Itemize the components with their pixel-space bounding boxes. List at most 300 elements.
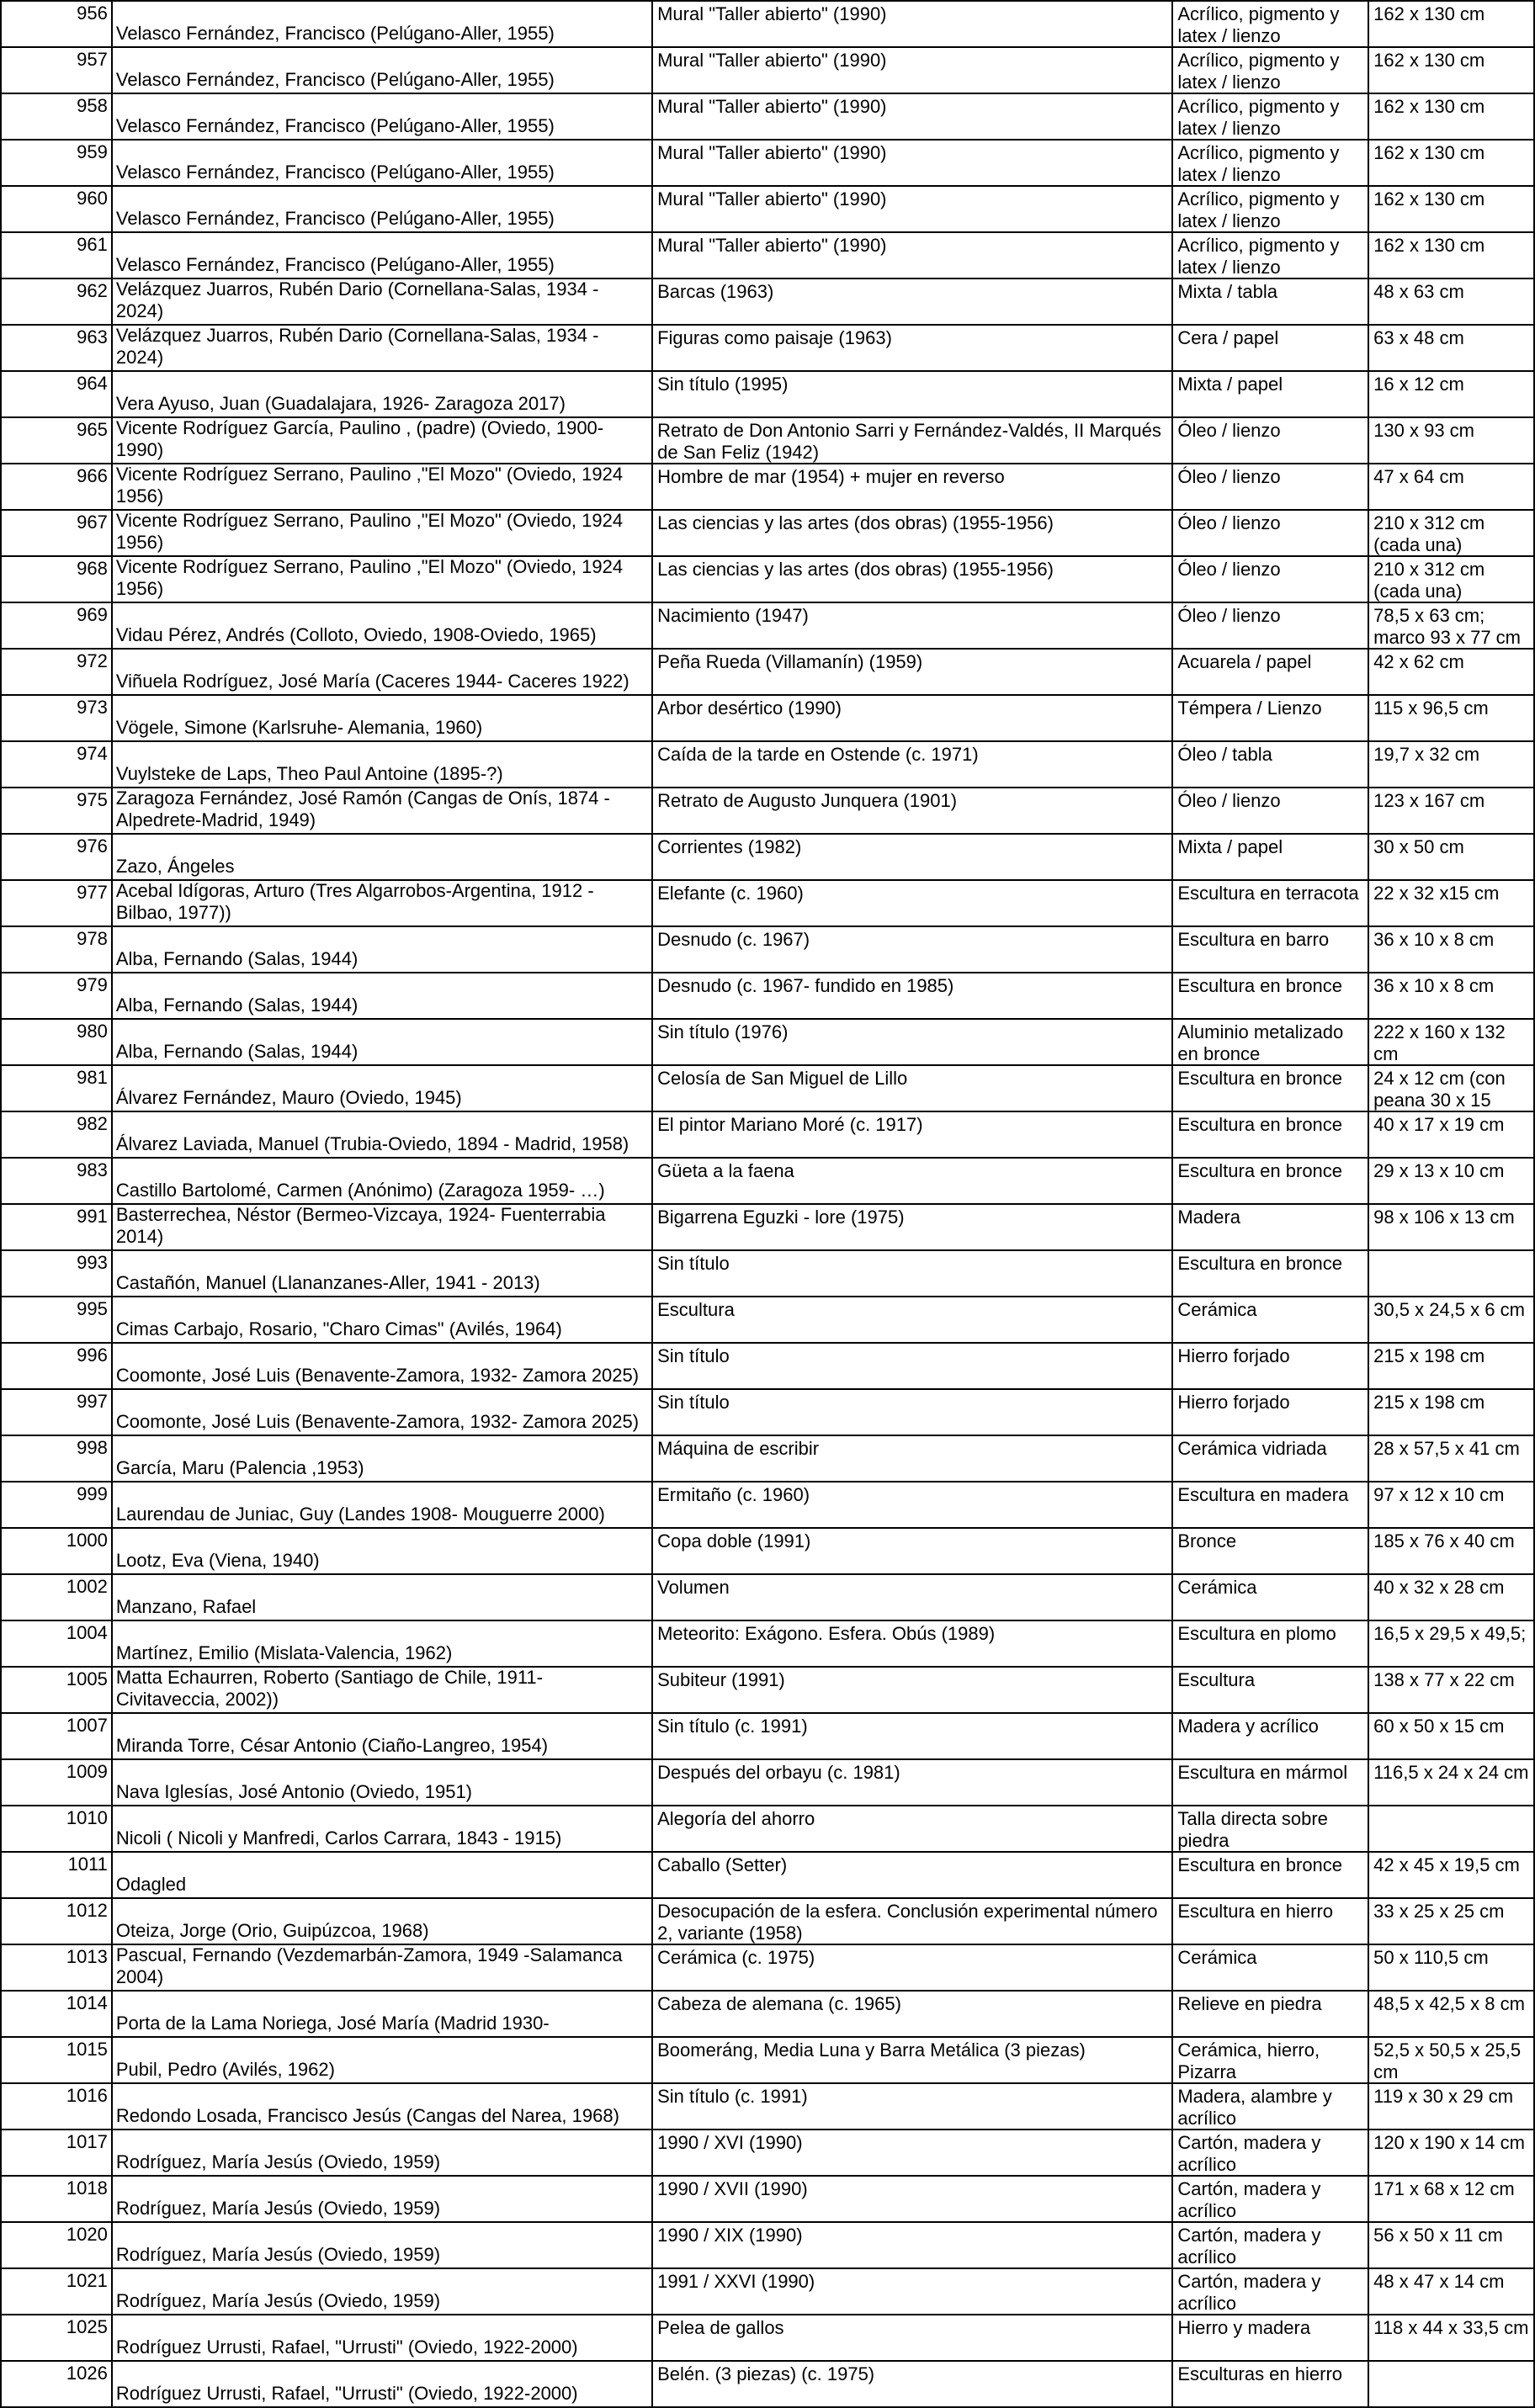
catalog-number-cell	[1, 186, 112, 232]
technique-cell-text: Aluminio metalizado en bronce	[1177, 1021, 1344, 1064]
technique-cell-text: Cera / papel	[1177, 327, 1279, 348]
catalog-number-cell-text: 965	[77, 419, 108, 440]
dimensions-cell	[1368, 1620, 1534, 1667]
technique-cell	[1172, 186, 1368, 232]
catalog-number-cell-text: 1004	[66, 1622, 108, 1643]
technique-cell-text: Témpera / Lienzo	[1177, 697, 1322, 719]
title-cell	[652, 1250, 1172, 1297]
dimensions-cell	[1368, 1204, 1534, 1250]
technique-cell	[1172, 556, 1368, 602]
title-cell	[652, 371, 1172, 417]
technique-cell-text: Talla directa sobre piedra	[1177, 1808, 1328, 1851]
dimensions-cell	[1368, 1806, 1534, 1852]
catalog-number-cell-text: 962	[77, 280, 108, 301]
artist-cell	[112, 2268, 652, 2315]
artist-cell-text: Castañón, Manuel (Llananzanes-Aller, 1941 - 2013)	[115, 1272, 540, 1293]
technique-cell-text: Esculturas en hierro	[1177, 2363, 1343, 2384]
catalog-number-cell-text: 1005	[66, 1668, 108, 1689]
dimensions-cell-text: 215 x 198 cm	[1373, 1392, 1485, 1413]
table-row	[1, 1713, 1534, 1759]
title-cell-text: Mural "Taller abierto" (1990)	[657, 3, 887, 24]
table-row	[1, 2361, 1534, 2407]
technique-cell-text: Escultura en bronce	[1177, 1114, 1343, 1135]
technique-cell-text: Acrílico, pigmento y latex / lienzo	[1177, 142, 1340, 185]
dimensions-cell	[1368, 93, 1534, 140]
title-cell-text: Elefante (c. 1960)	[657, 883, 804, 904]
dimensions-cell-text: 30 x 50 cm	[1373, 836, 1464, 857]
catalog-number-cell-text: 1007	[66, 1715, 108, 1736]
technique-cell	[1172, 1158, 1368, 1204]
table-row	[1, 371, 1534, 417]
artist-cell	[112, 788, 652, 834]
technique-cell-text: Escultura en terracota	[1177, 883, 1359, 904]
technique-cell	[1172, 649, 1368, 695]
artist-cell	[112, 417, 652, 464]
catalog-number-cell	[1, 649, 112, 695]
artist-cell	[112, 1620, 652, 1667]
catalog-number-cell	[1, 1482, 112, 1528]
title-cell-text: Mural "Taller abierto" (1990)	[657, 235, 887, 256]
artist-cell-text: Velázquez Juarros, Rubén Dario (Cornellana-Salas, 1934 - 2024)	[115, 279, 599, 321]
catalog-number-cell-text: 966	[77, 465, 108, 486]
artist-cell	[112, 232, 652, 278]
dimensions-cell-text: 40 x 17 x 19 cm	[1373, 1114, 1505, 1135]
catalog-number-cell-text: 973	[77, 697, 108, 718]
catalog-number-cell-text: 959	[77, 141, 108, 162]
dimensions-cell	[1368, 973, 1534, 1019]
table-row	[1, 1158, 1534, 1204]
technique-cell	[1172, 1204, 1368, 1250]
title-cell-text: Después del orbayu (c. 1981)	[657, 1762, 900, 1783]
artist-cell	[112, 371, 652, 417]
technique-cell-text: Escultura en bronce	[1177, 1854, 1343, 1875]
dimensions-cell	[1368, 1111, 1534, 1158]
dimensions-cell	[1368, 2176, 1534, 2222]
title-cell-text: Mural "Taller abierto" (1990)	[657, 188, 887, 210]
dimensions-cell	[1368, 1667, 1534, 1713]
catalog-number-cell-text: 958	[77, 95, 108, 116]
technique-cell-text: Cartón, madera y acrílico	[1177, 2178, 1321, 2221]
title-cell-text: Volumen	[657, 1577, 730, 1598]
technique-cell-text: Óleo / lienzo	[1177, 790, 1281, 811]
technique-cell-text: Hierro forjado	[1177, 1392, 1290, 1413]
table-row	[1, 649, 1534, 695]
dimensions-cell	[1368, 278, 1534, 325]
table-row	[1, 232, 1534, 278]
catalog-number-cell	[1, 1435, 112, 1482]
dimensions-cell-text: 22 x 32 x15 cm	[1373, 883, 1500, 904]
technique-cell	[1172, 2361, 1368, 2407]
catalog-number-cell-text: 1012	[66, 1900, 108, 1921]
artist-cell-text: Redondo Losada, Francisco Jesús (Cangas del Narea, 1968)	[115, 2105, 619, 2126]
technique-cell	[1172, 2268, 1368, 2315]
technique-cell-text: Relieve en piedra	[1177, 1993, 1322, 2014]
catalog-number-cell-text: 972	[77, 650, 108, 671]
catalog-number-cell	[1, 973, 112, 1019]
catalog-number-cell-text: 1026	[66, 2363, 108, 2384]
technique-cell	[1172, 1250, 1368, 1297]
artist-cell-text: Manzano, Rafael	[115, 1596, 257, 1617]
title-cell-text: Desocupación de la esfera. Conclusión experimental número 2, variante (1958)	[657, 1901, 1158, 1944]
table-row	[1, 1898, 1534, 1944]
dimensions-cell	[1368, 1435, 1534, 1482]
technique-cell-text: Escultura en mármol	[1177, 1762, 1348, 1783]
dimensions-cell	[1368, 371, 1534, 417]
title-cell-text: Retrato de Augusto Junquera (1901)	[657, 790, 958, 811]
title-cell	[652, 695, 1172, 741]
artist-cell	[112, 464, 652, 510]
dimensions-cell	[1368, 417, 1534, 464]
technique-cell	[1172, 464, 1368, 510]
catalog-number-cell	[1, 1019, 112, 1065]
catalog-number-cell-text: 975	[77, 789, 108, 810]
dimensions-cell-text: 50 x 110,5 cm	[1373, 1947, 1489, 1968]
technique-cell-text: Acrílico, pigmento y latex / lienzo	[1177, 188, 1340, 231]
dimensions-cell	[1368, 1343, 1534, 1389]
technique-cell	[1172, 1713, 1368, 1759]
catalog-number-cell	[1, 1852, 112, 1898]
catalog-number-cell	[1, 1343, 112, 1389]
dimensions-cell-text: 222 x 160 x 132 cm	[1373, 1021, 1506, 1064]
dimensions-cell	[1368, 556, 1534, 602]
table-row	[1, 1759, 1534, 1806]
catalog-number-cell	[1, 1944, 112, 1991]
table-row	[1, 2130, 1534, 2176]
technique-cell	[1172, 47, 1368, 93]
artist-cell-text: Vicente Rodríguez Serrano, Paulino ,"El Mozo" (Oviedo, 1924 1956)	[115, 464, 624, 507]
title-cell-text: Cabeza de alemana (c. 1965)	[657, 1993, 901, 2014]
catalog-number-cell	[1, 1713, 112, 1759]
title-cell-text: Sin título (c. 1991)	[657, 2086, 808, 2107]
artist-cell-text: Castillo Bartolomé, Carmen (Anónimo) (Zaragoza 1959- …)	[115, 1180, 605, 1201]
technique-cell	[1172, 325, 1368, 371]
title-cell-text: Desnudo (c. 1967)	[657, 929, 810, 950]
title-cell	[652, 2130, 1172, 2176]
table-row	[1, 1, 1534, 47]
technique-cell-text: Escultura en madera	[1177, 1484, 1349, 1505]
title-cell-text: Mural "Taller abierto" (1990)	[657, 50, 887, 71]
title-cell	[652, 2222, 1172, 2268]
table-row	[1, 2176, 1534, 2222]
catalog-number-cell-text: 964	[77, 373, 108, 394]
catalog-number-cell-text: 998	[77, 1437, 108, 1458]
catalog-number-cell-text: 1020	[66, 2224, 108, 2245]
dimensions-cell-text: 120 x 190 x 14 cm	[1373, 2132, 1525, 2153]
dimensions-cell	[1368, 1158, 1534, 1204]
artist-cell-text: Velasco Fernández, Francisco (Pelúgano-Aller, 1955)	[115, 23, 555, 44]
dimensions-cell-text: 48 x 63 cm	[1373, 281, 1464, 302]
table-row	[1, 2268, 1534, 2315]
technique-cell	[1172, 1343, 1368, 1389]
title-cell	[652, 1065, 1172, 1111]
artist-cell-text: Porta de la Lama Noriega, José María (Madrid 1930-	[115, 2013, 550, 2034]
title-cell	[652, 556, 1172, 602]
artist-cell	[112, 47, 652, 93]
artist-cell	[112, 1, 652, 47]
catalog-number-cell-text: 982	[77, 1113, 108, 1134]
title-cell-text: El pintor Mariano Moré (c. 1917)	[657, 1114, 923, 1135]
catalog-number-cell	[1, 2222, 112, 2268]
artist-cell	[112, 1574, 652, 1620]
table-row	[1, 1065, 1534, 1111]
artist-cell	[112, 2130, 652, 2176]
catalog-number-cell-text: 983	[77, 1159, 108, 1180]
dimensions-cell	[1368, 880, 1534, 926]
artist-cell-text: Alba, Fernando (Salas, 1944)	[115, 994, 359, 1016]
title-cell	[652, 1759, 1172, 1806]
artist-cell	[112, 1297, 652, 1343]
title-cell-text: Meteorito: Exágono. Esfera. Obús (1989)	[657, 1623, 996, 1644]
catalog-number-cell	[1, 93, 112, 140]
title-cell-text: 1990 / XVII (1990)	[657, 2178, 808, 2199]
title-cell	[652, 1898, 1172, 1944]
title-cell	[652, 417, 1172, 464]
technique-cell-text: Madera, alambre y acrílico	[1177, 2086, 1332, 2129]
technique-cell-text: Cerámica	[1177, 1577, 1257, 1598]
artist-cell-text: Velasco Fernández, Francisco (Pelúgano-Aller, 1955)	[115, 69, 555, 90]
artist-cell-text: Vicente Rodríguez García, Paulino , (padre) (Oviedo, 1900-1990)	[115, 418, 604, 460]
dimensions-cell	[1368, 47, 1534, 93]
title-cell	[652, 1, 1172, 47]
dimensions-cell	[1368, 741, 1534, 788]
artist-cell	[112, 510, 652, 556]
catalog-number-cell	[1, 2268, 112, 2315]
title-cell-text: Peña Rueda (Villamanín) (1959)	[657, 651, 923, 672]
table-row	[1, 880, 1534, 926]
title-cell-text: Desnudo (c. 1967- fundido en 1985)	[657, 975, 954, 996]
artist-cell-text: Vicente Rodríguez Serrano, Paulino ,"El Mozo" (Oviedo, 1924 1956)	[115, 511, 624, 553]
dimensions-cell	[1368, 1, 1534, 47]
artist-cell-text: Martínez, Emilio (Mislata-Valencia, 1962)	[115, 1642, 453, 1663]
technique-cell-text: Escultura	[1177, 1669, 1256, 1690]
catalog-number-cell-text: 969	[77, 604, 108, 625]
artist-cell	[112, 1482, 652, 1528]
dimensions-cell-text: 162 x 130 cm	[1373, 142, 1485, 163]
title-cell	[652, 741, 1172, 788]
title-cell-text: Belén. (3 piezas) (c. 1975)	[657, 2363, 875, 2384]
title-cell-text: Las ciencias y las artes (dos obras) (1955-1956)	[657, 512, 1054, 533]
artist-cell	[112, 973, 652, 1019]
table-row	[1, 926, 1534, 973]
technique-cell	[1172, 2130, 1368, 2176]
title-cell-text: Caída de la tarde en Ostende (c. 1971)	[657, 744, 979, 765]
title-cell	[652, 1852, 1172, 1898]
catalog-number-cell	[1, 325, 112, 371]
catalog-number-cell	[1, 1620, 112, 1667]
dimensions-cell	[1368, 695, 1534, 741]
catalog-number-cell	[1, 2176, 112, 2222]
technique-cell	[1172, 1, 1368, 47]
catalog-number-cell-text: 1010	[66, 1807, 108, 1828]
technique-cell	[1172, 695, 1368, 741]
artist-cell-text: Zaragoza Fernández, José Ramón (Cangas de Onís, 1874 - Alpedrete-Madrid, 1949)	[115, 788, 610, 830]
title-cell	[652, 788, 1172, 834]
artist-cell	[112, 1667, 652, 1713]
title-cell-text: Sin título (c. 1991)	[657, 1716, 808, 1737]
catalog-number-cell	[1, 1389, 112, 1435]
technique-cell	[1172, 1389, 1368, 1435]
title-cell	[652, 2037, 1172, 2083]
table-row	[1, 1482, 1534, 1528]
dimensions-cell-text: 40 x 32 x 28 cm	[1373, 1577, 1505, 1598]
technique-cell-text: Cartón, madera y acrílico	[1177, 2271, 1321, 2314]
technique-cell	[1172, 1111, 1368, 1158]
dimensions-cell	[1368, 1019, 1534, 1065]
table-row	[1, 973, 1534, 1019]
artist-cell	[112, 278, 652, 325]
catalog-number-cell-text: 963	[77, 326, 108, 347]
title-cell	[652, 1482, 1172, 1528]
dimensions-cell-text: 162 x 130 cm	[1373, 3, 1485, 24]
technique-cell-text: Hierro forjado	[1177, 1345, 1290, 1366]
dimensions-cell	[1368, 834, 1534, 880]
title-cell-text: Máquina de escribir	[657, 1438, 820, 1459]
technique-cell-text: Mixta / papel	[1177, 374, 1283, 395]
technique-cell-text: Escultura en bronce	[1177, 975, 1343, 996]
technique-cell	[1172, 788, 1368, 834]
catalog-number-cell-text: 1015	[66, 2039, 108, 2060]
title-cell-text: Sin título (1995)	[657, 374, 789, 395]
dimensions-cell-text: 52,5 x 50,5 x 25,5 cm	[1373, 2039, 1522, 2082]
title-cell	[652, 510, 1172, 556]
title-cell	[652, 1019, 1172, 1065]
artist-cell	[112, 556, 652, 602]
dimensions-cell	[1368, 2130, 1534, 2176]
dimensions-cell-text: 162 x 130 cm	[1373, 188, 1485, 210]
title-cell	[652, 1435, 1172, 1482]
dimensions-cell-text: 118 x 44 x 33,5 cm	[1373, 2317, 1529, 2338]
dimensions-cell-text: 63 x 48 cm	[1373, 327, 1464, 348]
artist-cell	[112, 2037, 652, 2083]
catalog-number-cell-text: 1009	[66, 1761, 108, 1782]
table-row	[1, 1250, 1534, 1297]
table-row	[1, 1435, 1534, 1482]
dimensions-cell	[1368, 464, 1534, 510]
technique-cell	[1172, 973, 1368, 1019]
artist-cell	[112, 1713, 652, 1759]
catalog-number-cell-text: 996	[77, 1345, 108, 1366]
artist-cell-text: Pubil, Pedro (Avilés, 1962)	[115, 2059, 335, 2080]
dimensions-cell-text: 48 x 47 x 14 cm	[1373, 2271, 1505, 2292]
artist-cell	[112, 1528, 652, 1574]
title-cell	[652, 140, 1172, 186]
catalog-number-cell	[1, 1297, 112, 1343]
title-cell	[652, 1620, 1172, 1667]
title-cell	[652, 1204, 1172, 1250]
technique-cell	[1172, 2315, 1368, 2361]
artist-cell-text: Vuylsteke de Laps, Theo Paul Antoine (1895-?)	[115, 763, 503, 784]
artist-cell	[112, 834, 652, 880]
artist-cell-text: Velázquez Juarros, Rubén Dario (Cornellana-Salas, 1934 - 2024)	[115, 326, 599, 368]
table-row	[1, 278, 1534, 325]
technique-cell-text: Madera y acrílico	[1177, 1716, 1319, 1737]
dimensions-cell-text: 42 x 45 x 19,5 cm	[1373, 1854, 1520, 1875]
catalog-number-cell	[1, 278, 112, 325]
catalog-number-cell-text: 999	[77, 1483, 108, 1504]
title-cell-text: Copa doble (1991)	[657, 1530, 811, 1551]
dimensions-cell	[1368, 649, 1534, 695]
technique-cell-text: Acuarela / papel	[1177, 651, 1312, 672]
technique-cell-text: Óleo / lienzo	[1177, 559, 1281, 580]
title-cell	[652, 1343, 1172, 1389]
title-cell	[652, 278, 1172, 325]
artist-cell-text: Vidau Pérez, Andrés (Colloto, Oviedo, 1908-Oviedo, 1965)	[115, 624, 597, 645]
catalog-number-cell	[1, 1991, 112, 2037]
artist-cell	[112, 2176, 652, 2222]
technique-cell-text: Óleo / lienzo	[1177, 466, 1281, 487]
technique-cell	[1172, 1528, 1368, 1574]
dimensions-cell	[1368, 1065, 1534, 1111]
technique-cell	[1172, 1297, 1368, 1343]
artist-cell-text: Velasco Fernández, Francisco (Pelúgano-Aller, 1955)	[115, 115, 555, 136]
catalog-number-cell-text: 997	[77, 1391, 108, 1412]
technique-cell	[1172, 371, 1368, 417]
technique-cell-text: Cartón, madera y acrílico	[1177, 2132, 1321, 2175]
dimensions-cell	[1368, 1713, 1534, 1759]
title-cell-text: Escultura	[657, 1299, 735, 1320]
title-cell	[652, 232, 1172, 278]
dimensions-cell-text: 28 x 57,5 x 41 cm	[1373, 1438, 1520, 1459]
technique-cell	[1172, 1620, 1368, 1667]
artist-cell	[112, 1898, 652, 1944]
technique-cell	[1172, 2037, 1368, 2083]
catalog-number-cell	[1, 47, 112, 93]
technique-cell	[1172, 2222, 1368, 2268]
title-cell	[652, 834, 1172, 880]
technique-cell	[1172, 1991, 1368, 2037]
catalog-number-cell-text: 1011	[67, 1854, 108, 1875]
artist-cell-text: Coomonte, José Luis (Benavente-Zamora, 1932- Zamora 2025)	[115, 1411, 640, 1432]
catalog-number-cell-text: 980	[77, 1021, 108, 1042]
technique-cell-text: Acrílico, pigmento y latex / lienzo	[1177, 50, 1340, 93]
technique-cell-text: Escultura en hierro	[1177, 1901, 1334, 1922]
artist-cell	[112, 1250, 652, 1297]
dimensions-cell	[1368, 1482, 1534, 1528]
dimensions-cell-text: 47 x 64 cm	[1373, 466, 1464, 487]
table-row	[1, 1297, 1534, 1343]
catalog-number-cell-text: 1002	[66, 1576, 108, 1597]
title-cell-text: Bigarrena Eguzki - lore (1975)	[657, 1207, 905, 1228]
title-cell	[652, 1574, 1172, 1620]
artist-cell	[112, 1065, 652, 1111]
title-cell-text: 1990 / XVI (1990)	[657, 2132, 803, 2153]
table-row	[1, 2083, 1534, 2130]
artist-cell	[112, 140, 652, 186]
technique-cell	[1172, 1574, 1368, 1620]
artist-cell	[112, 1019, 652, 1065]
dimensions-cell-text: 78,5 x 63 cm; marco 93 x 77 cm	[1373, 605, 1522, 648]
technique-cell	[1172, 1019, 1368, 1065]
catalog-number-cell	[1, 1528, 112, 1574]
technique-cell	[1172, 1898, 1368, 1944]
catalog-number-cell-text: 977	[77, 882, 108, 903]
catalog-number-cell	[1, 417, 112, 464]
catalog-number-cell-text: 1018	[66, 2177, 108, 2198]
technique-cell-text: Bronce	[1177, 1530, 1237, 1551]
catalog-number-cell	[1, 834, 112, 880]
technique-cell	[1172, 741, 1368, 788]
artist-cell-text: Acebal Idígoras, Arturo (Tres Algarrobos-Argentina, 1912 - Bilbao, 1977))	[115, 881, 594, 923]
catalog-number-cell-text: 979	[77, 974, 108, 995]
dimensions-cell-text: 36 x 10 x 8 cm	[1373, 929, 1495, 950]
dimensions-cell-text: 185 x 76 x 40 cm	[1373, 1530, 1515, 1551]
title-cell-text: 1990 / XIX (1990)	[657, 2225, 803, 2246]
artist-cell-text: Álvarez Fernández, Mauro (Oviedo, 1945)	[115, 1087, 462, 1108]
catalog-number-cell	[1, 1898, 112, 1944]
technique-cell	[1172, 1065, 1368, 1111]
table-row	[1, 2315, 1534, 2361]
catalog-number-cell	[1, 2361, 112, 2407]
